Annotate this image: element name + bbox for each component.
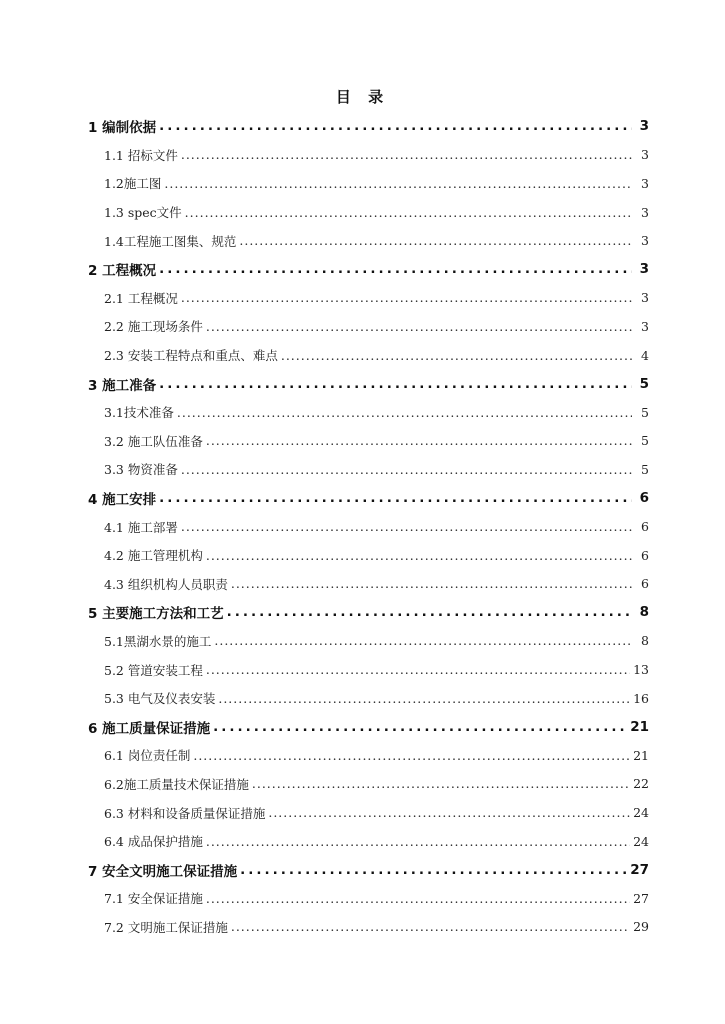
toc-chapter-entry[interactable] [0,369,725,398]
toc-page-number: 5 [639,375,649,392]
toc-page-number: 5 [641,433,649,449]
toc-dot-leader [231,576,632,591]
toc-section-entry[interactable] [0,798,725,827]
toc-section-entry[interactable] [0,541,725,570]
toc-page-number: 3 [641,318,649,334]
toc-section-entry[interactable] [0,741,725,770]
toc-entry-label: 3.2 施工队伍准备 [104,433,203,449]
toc-page-number: 3 [641,233,649,249]
toc-dot-leader [159,261,632,277]
toc-entry-label: 4.2 施工管理机构 [104,548,203,564]
toc-page-number: 5 [641,404,649,420]
toc-page-number: 6 [639,490,649,507]
toc-dot-leader [181,462,632,477]
toc-entry-label: 6.2施工质量技术保证措施 [104,776,249,792]
toc-dot-leader [239,233,632,248]
toc-dot-leader [206,319,632,334]
toc-entry-label: 2 工程概况 [88,263,157,280]
toc-dot-leader [206,548,632,563]
toc-entry-label: 7 安全文明施工保证措施 [88,863,238,880]
toc-page-number: 3 [639,261,649,278]
toc-section-entry[interactable] [0,312,725,341]
toc-chapter-entry[interactable] [0,712,725,741]
toc-page-number: 4 [641,347,649,363]
toc-page-number: 3 [639,118,649,135]
toc-entry-label: 1 编制依据 [88,120,157,137]
toc-chapter-entry[interactable] [0,598,725,627]
toc-dot-leader [213,719,627,735]
toc-section-entry[interactable] [0,655,725,684]
toc-section-entry[interactable] [0,684,725,713]
toc-section-entry[interactable] [0,913,725,942]
toc-entry-label: 3.3 物资准备 [104,462,178,478]
toc-dot-leader [206,834,630,849]
toc-page-number: 6 [641,576,649,592]
toc-entry-label: 1.2施工图 [104,176,162,192]
toc-entry-label: 7.2 文明施工保证措施 [104,919,228,935]
toc-section-entry[interactable] [0,226,725,255]
toc-page-number: 5 [641,461,649,477]
toc-section-entry[interactable] [0,627,725,656]
toc-entry-label: 4 施工安排 [88,492,157,509]
toc-dot-leader [252,776,630,791]
toc-entry-label: 5.2 管道安装工程 [104,662,203,678]
toc-chapter-entry[interactable] [0,255,725,284]
toc-chapter-entry[interactable] [0,112,725,141]
toc-dot-leader [227,604,632,620]
toc-entry-label: 1.1 招标文件 [104,147,178,163]
toc-entry-label: 6.3 材料和设备质量保证措施 [104,805,266,821]
toc-page-number: 3 [641,175,649,191]
toc-dot-leader [240,862,627,878]
toc-section-entry[interactable] [0,169,725,198]
toc-dot-leader [185,205,632,220]
toc-section-entry[interactable] [0,141,725,170]
toc-page-number: 3 [641,147,649,163]
toc-dot-leader [177,405,632,420]
toc-dot-leader [206,433,632,448]
toc-page-number: 3 [641,290,649,306]
toc-entry-label: 5.1黑湖水景的施工 [104,633,212,649]
toc-page-number: 3 [641,204,649,220]
toc-page-number: 24 [633,833,649,849]
toc-section-entry[interactable] [0,284,725,313]
toc-page-number: 24 [633,805,649,821]
toc-page-number: 6 [641,547,649,563]
toc-dot-leader [206,891,630,906]
toc-entry-label: 6.1 岗位责任制 [104,748,191,764]
toc-page-number: 27 [630,861,649,878]
toc-entry-label: 4.1 施工部署 [104,519,178,535]
toc-entry-label: 5 主要施工方法和工艺 [88,606,224,623]
toc-dot-leader [206,662,630,677]
toc-page-number: 8 [641,633,649,649]
toc-page-number: 8 [639,604,649,621]
toc-dot-leader [268,805,630,820]
toc-entry-label: 6 施工质量保证措施 [88,720,211,737]
toc-section-entry[interactable] [0,884,725,913]
toc-section-entry[interactable] [0,570,725,599]
toc-dot-leader [159,490,632,506]
toc-chapter-entry[interactable] [0,855,725,884]
toc-entry-label: 5.3 电气及仪表安装 [104,691,216,707]
toc-dot-leader [181,290,632,305]
toc-page-number: 22 [633,776,649,792]
toc-page-number: 21 [630,718,649,735]
toc-entry-label: 4.3 组织机构人员职责 [104,576,228,592]
toc-entry-label: 7.1 安全保证措施 [104,891,203,907]
toc-section-entry[interactable] [0,198,725,227]
table-of-contents [0,112,725,941]
toc-section-entry[interactable] [0,341,725,370]
toc-dot-leader [164,176,632,191]
toc-page-number: 6 [641,519,649,535]
toc-chapter-entry[interactable] [0,484,725,513]
toc-dot-leader [218,691,630,706]
toc-entry-label: 2.3 安装工程特点和重点、难点 [104,348,278,364]
toc-page-number: 27 [633,890,649,906]
toc-section-entry[interactable] [0,827,725,856]
toc-entry-label: 3.1技术准备 [104,405,174,421]
toc-entry-label: 1.4工程施工图集、规范 [104,233,237,249]
toc-dot-leader [231,919,630,934]
toc-dot-leader [159,376,632,392]
toc-page-number: 29 [633,919,649,935]
toc-dot-leader [181,519,632,534]
toc-entry-label: 6.4 成品保护措施 [104,834,203,850]
toc-page-number: 16 [633,690,649,706]
toc-entry-label: 2.1 工程概况 [104,290,178,306]
toc-section-entry[interactable] [0,512,725,541]
toc-dot-leader [214,633,632,648]
toc-section-entry[interactable] [0,427,725,456]
toc-page-number: 13 [633,662,649,678]
toc-section-entry[interactable] [0,770,725,799]
toc-section-entry[interactable] [0,398,725,427]
toc-dot-leader [281,348,632,363]
toc-dot-leader [159,118,632,134]
toc-section-entry[interactable] [0,455,725,484]
toc-entry-label: 1.3 spec文件 [104,205,182,221]
toc-title: 目 录 [335,88,390,106]
toc-page-number: 21 [633,747,649,763]
toc-dot-leader [193,748,630,763]
toc-dot-leader [181,147,632,162]
toc-entry-label: 3 施工准备 [88,377,157,394]
toc-entry-label: 2.2 施工现场条件 [104,319,203,335]
